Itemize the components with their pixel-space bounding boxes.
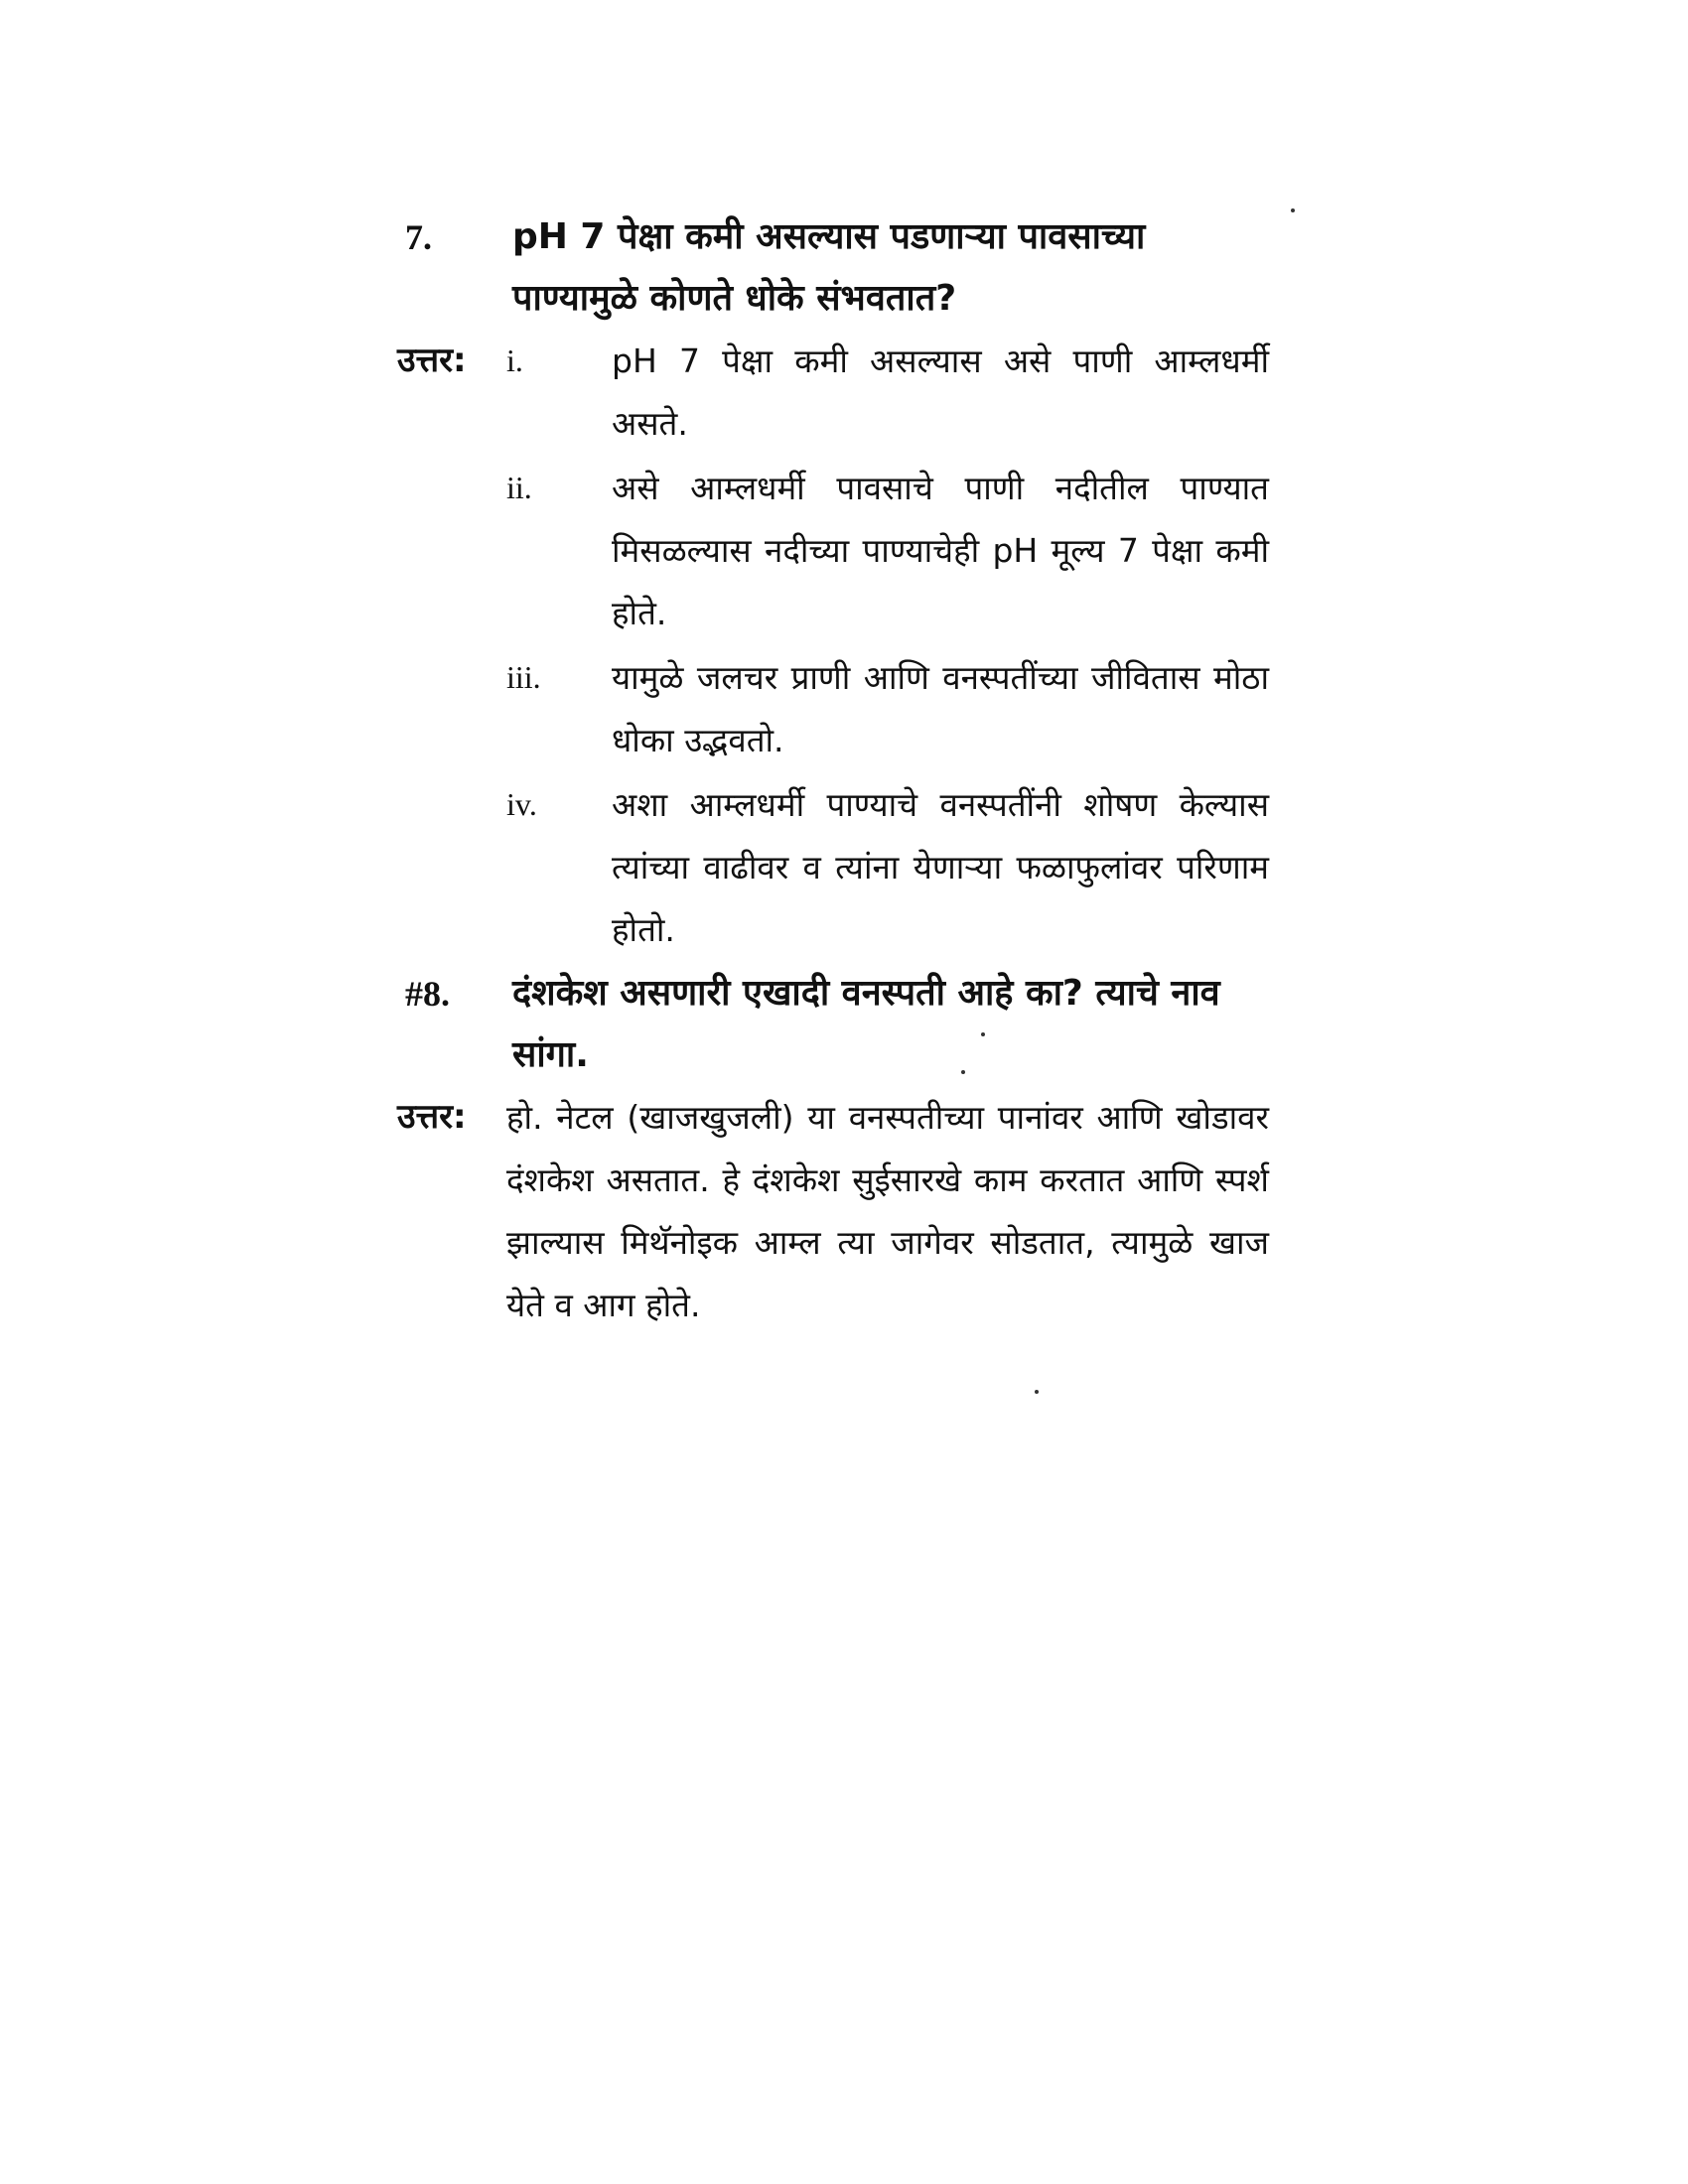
answer-point: [506, 773, 1269, 961]
scan-speck: [1035, 1390, 1039, 1394]
answer-7: [397, 330, 1269, 963]
point-text: असे आम्लधर्मी पावसाचे पाणी नदीतील पाण्यात मिसळल्यास नदीच्या पाण्याचेही pH मूल्य 7 पेक्षा कमी होते.: [612, 469, 1269, 632]
question-text: दंशकेश असणारी एखादी वनस्पती आहे का? त्याचे नाव सांगा.: [512, 973, 1220, 1075]
answer-points-list: [506, 330, 1269, 963]
point-text: यामुळे जलचर प्राणी आणि वनस्पतींच्या जीवितास मोठा धोका उद्भवतो.: [612, 658, 1269, 759]
answer-point: [506, 330, 1269, 455]
point-text: pH 7 पेक्षा कमी असल्यास असे पाणी आम्लधर्मी असते.: [612, 341, 1269, 443]
scan-speck: [1291, 208, 1295, 212]
question-7: [405, 206, 1269, 330]
answer-point: [506, 646, 1269, 771]
point-text: अशा आम्लधर्मी पाण्याचे वनस्पतींनी शोषण केल्यास त्यांच्या वाढीवर व त्यांना येणाऱ्या फळाफुलांवर परिणाम होतो.: [612, 785, 1269, 949]
question-7-block: [397, 206, 1269, 963]
question-number: #8.: [405, 974, 450, 1014]
question-8-block: [397, 963, 1269, 1336]
scan-speck: [961, 1070, 965, 1074]
answer-label: उत्तर:: [397, 341, 467, 380]
answer-label: उत्तर:: [397, 1097, 467, 1137]
question-number: 7.: [405, 217, 432, 257]
answer-point: [506, 457, 1269, 644]
point-marker: i.: [506, 342, 523, 378]
point-marker: iv.: [506, 786, 537, 822]
question-text: pH 7 पेक्षा कमी असल्यास पडणाऱ्या पावसाच्या पाण्यामुळे कोणते धोके संभवतात?: [512, 216, 1146, 319]
answer-8: [397, 1086, 1269, 1336]
point-marker: iii.: [506, 659, 541, 695]
answer-text: हो. नेटल (खाजखुजली) या वनस्पतीच्या पानांवर आणि खोडावर दंशकेश असतात. हे दंशकेश सुईसारखे काम करतात आणि स्पर्श झाल्यास मिथॅनोइक आम्ल त्या जागेवर सोडतात, त्यामुळे खाज येते व आग होते.: [506, 1098, 1269, 1324]
point-marker: ii.: [506, 470, 532, 505]
scan-speck: [981, 1032, 985, 1036]
question-8: [405, 963, 1269, 1086]
